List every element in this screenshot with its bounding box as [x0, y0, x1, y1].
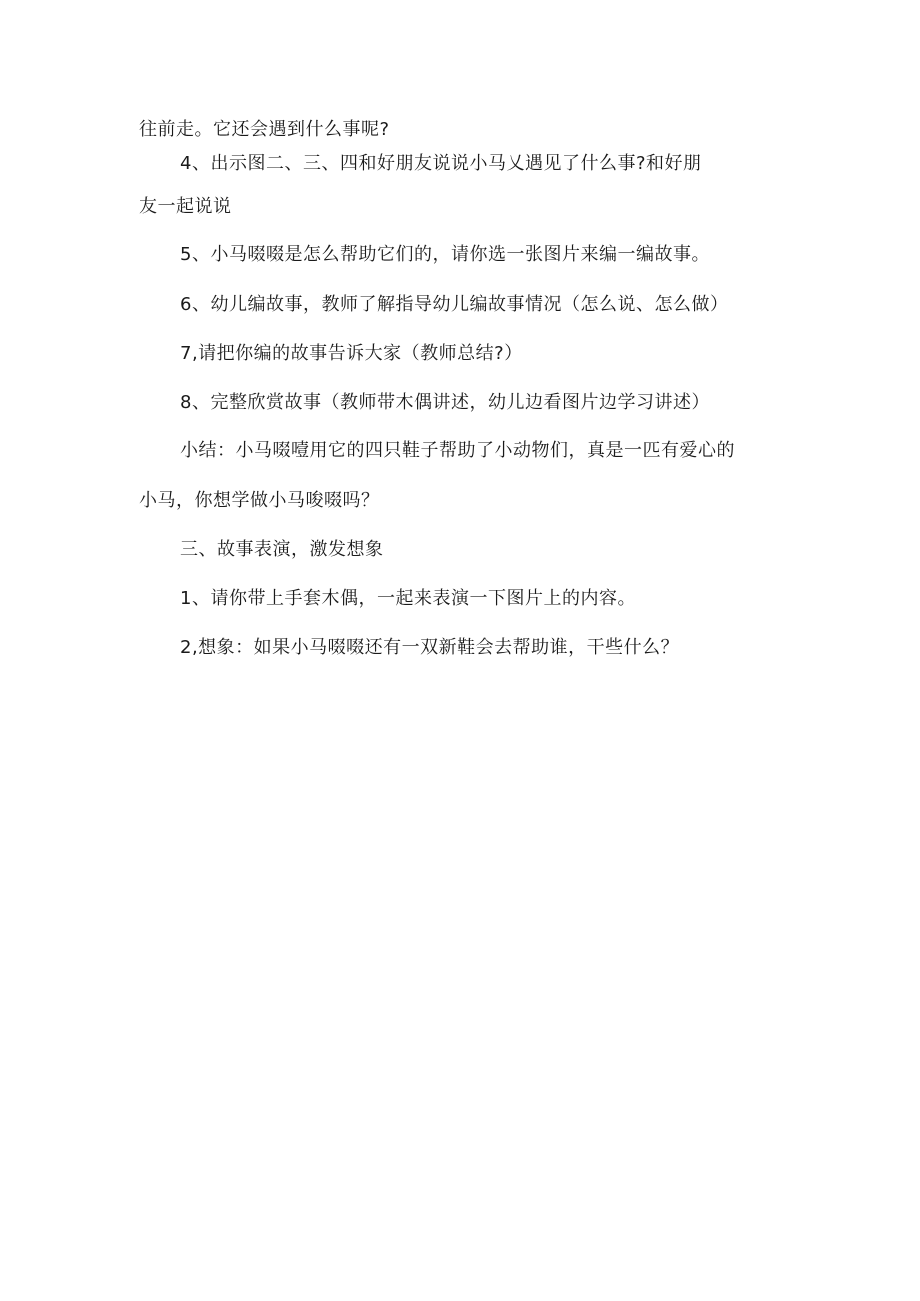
text-line-4: 5、小马啜啜是怎么帮助它们的，请你选一张图片来编一编故事。	[180, 244, 710, 265]
text-line-5: 6、幼儿编故事，教师了解指导幼儿编故事情况（怎么说、怎么做）	[180, 294, 729, 315]
text-line-1: 往前走。它还会遇到什么事呢?	[139, 119, 390, 140]
text-line-8: 小结：小马啜噎用它的四只鞋子帮助了小动物们，真是一匹有爱心的	[180, 440, 735, 461]
text-line-7: 8、完整欣赏故事（教师带木偶讲述，幼儿边看图片边学习讲述）	[180, 392, 710, 413]
text-line-6: 7,请把你编的故事告诉大家（教师总结?）	[180, 343, 523, 364]
section-heading: 三、故事表演，激发想象	[180, 539, 384, 560]
text-line-2: 4、出示图二、三、四和好朋友说说小马乂遇见了什么事?和好朋	[180, 153, 702, 174]
text-line-3: 友一起说说	[139, 196, 232, 217]
text-line-12: 2,想象：如果小马啜啜还有一双新鞋会去帮助谁，干些什么？	[180, 637, 680, 658]
text-line-11: 1、请你带上手套木偶，一起来表演一下图片上的内容。	[180, 588, 636, 609]
text-line-9: 小马，你想学做小马唆啜吗？	[139, 490, 380, 511]
